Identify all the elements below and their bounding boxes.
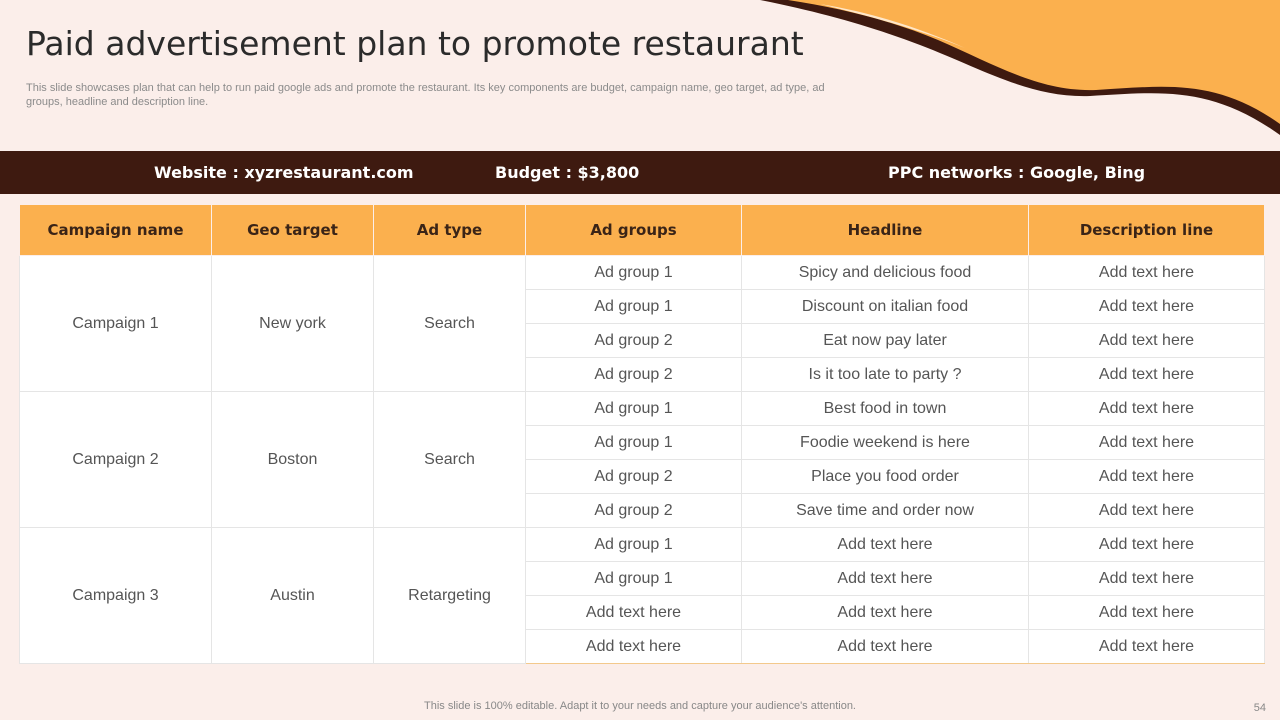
geo-target-cell: New york	[212, 256, 374, 392]
geo-target-cell: Austin	[212, 528, 374, 664]
ad-group-cell: Ad group 2	[526, 494, 742, 528]
page-number: 54	[1253, 702, 1266, 714]
footer-note: This slide is 100% editable. Adapt it to your needs and capture your audience's attention.	[424, 700, 856, 712]
header-geo-target: Geo target	[212, 205, 374, 256]
description-cell: Add text here	[1029, 528, 1265, 562]
decorative-wave	[760, 0, 1280, 135]
budget-label: Budget : $3,800	[495, 163, 640, 182]
header-headline: Headline	[742, 205, 1029, 256]
header-ad-type: Ad type	[374, 205, 526, 256]
description-cell: Add text here	[1029, 562, 1265, 596]
headline-cell: Best food in town	[742, 392, 1029, 426]
description-cell: Add text here	[1029, 494, 1265, 528]
header-description-line: Description line	[1029, 205, 1265, 256]
headline-cell: Place you food order	[742, 460, 1029, 494]
description-cell: Add text here	[1029, 358, 1265, 392]
table-row	[20, 528, 1265, 562]
header-campaign-name: Campaign name	[20, 205, 212, 256]
geo-target-cell: Boston	[212, 392, 374, 528]
headline-cell: Add text here	[742, 528, 1029, 562]
ad-group-cell: Ad group 1	[526, 562, 742, 596]
campaign-name-cell: Campaign 1	[20, 256, 212, 392]
headline-cell: Spicy and delicious food	[742, 256, 1029, 290]
headline-cell: Add text here	[742, 596, 1029, 630]
header-ad-groups: Ad groups	[526, 205, 742, 256]
description-cell: Add text here	[1029, 460, 1265, 494]
ad-type-cell: Retargeting	[374, 528, 526, 664]
ad-group-cell: Ad group 2	[526, 358, 742, 392]
ad-plan-table	[19, 204, 1265, 664]
headline-cell: Save time and order now	[742, 494, 1029, 528]
info-bar	[0, 151, 1280, 194]
description-cell: Add text here	[1029, 324, 1265, 358]
description-cell: Add text here	[1029, 290, 1265, 324]
ad-group-cell: Ad group 2	[526, 324, 742, 358]
ad-type-cell: Search	[374, 256, 526, 392]
ad-group-cell: Ad group 1	[526, 528, 742, 562]
page-title: Paid advertisement plan to promote restaurant	[26, 24, 804, 63]
description-cell: Add text here	[1029, 392, 1265, 426]
ad-group-cell: Add text here	[526, 630, 742, 664]
table-header-row	[20, 205, 1265, 256]
ppc-networks-label: PPC networks : Google, Bing	[888, 163, 1146, 182]
headline-cell: Foodie weekend is here	[742, 426, 1029, 460]
campaign-name-cell: Campaign 2	[20, 392, 212, 528]
ad-group-cell: Add text here	[526, 596, 742, 630]
ad-group-cell: Ad group 2	[526, 460, 742, 494]
description-cell: Add text here	[1029, 426, 1265, 460]
website-label: Website : xyzrestaurant.com	[154, 163, 414, 182]
headline-cell: Add text here	[742, 630, 1029, 664]
ad-group-cell: Ad group 1	[526, 290, 742, 324]
ad-group-cell: Ad group 1	[526, 256, 742, 290]
headline-cell: Add text here	[742, 562, 1029, 596]
headline-cell: Is it too late to party ?	[742, 358, 1029, 392]
description-cell: Add text here	[1029, 256, 1265, 290]
campaign-name-cell: Campaign 3	[20, 528, 212, 664]
page-subtitle: This slide showcases plan that can help to run paid google ads and promote the restaurant. Its key components are budget, campaign name, geo target, ad type, ad groups, headline and description line.	[26, 82, 825, 108]
table-row	[20, 256, 1265, 290]
description-cell: Add text here	[1029, 596, 1265, 630]
ad-group-cell: Ad group 1	[526, 392, 742, 426]
headline-cell: Discount on italian food	[742, 290, 1029, 324]
ad-group-cell: Ad group 1	[526, 426, 742, 460]
headline-cell: Eat now pay later	[742, 324, 1029, 358]
description-cell: Add text here	[1029, 630, 1265, 664]
table-row	[20, 392, 1265, 426]
ad-type-cell: Search	[374, 392, 526, 528]
